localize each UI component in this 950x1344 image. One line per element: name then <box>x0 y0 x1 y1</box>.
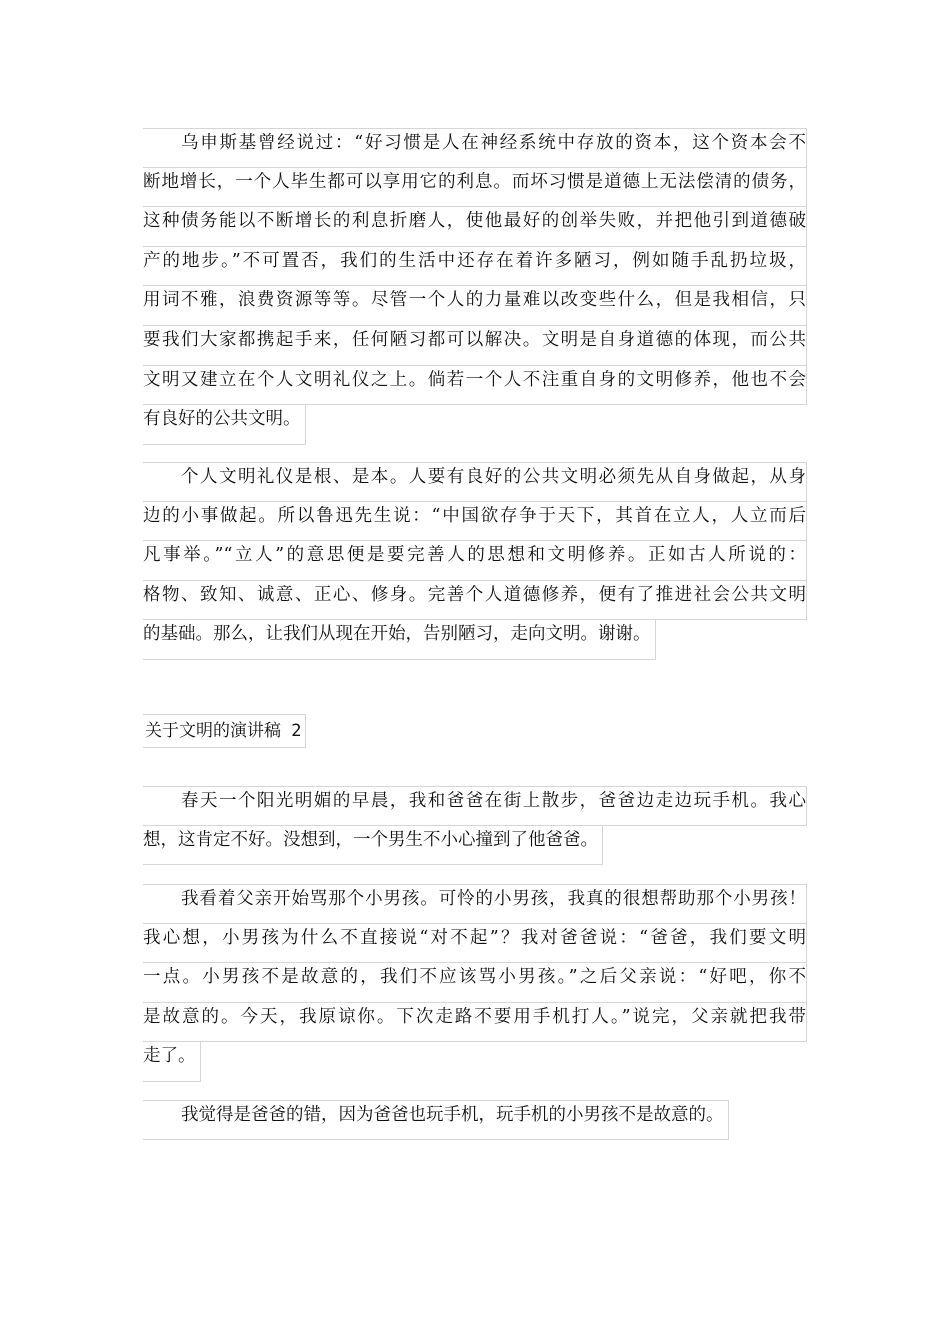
paragraph-line: 产的地步。”不可置否，我们的生活中还存在着许多陋习，例如随手乱扔垃圾， <box>143 247 807 287</box>
paragraph-line: 我看着父亲开始骂那个小男孩。可怜的小男孩，我真的很想帮助那个小男孩！ <box>143 884 807 924</box>
paragraph-line: 格物、致知、诚意、正心、修身。完善个人道德修养，便有了推进社会公共文明 <box>143 581 807 621</box>
paragraph-line: 我觉得是爸爸的错，因为爸爸也玩手机，玩手机的小男孩不是故意的。 <box>143 1100 729 1140</box>
paragraph-line: 要我们大家都携起手来，任何陋习都可以解决。文明是自身道德的体现，而公共 <box>143 326 807 366</box>
paragraph-line: 是故意的。今天，我原谅你。下次走路不要用手机打人。”说完，父亲就把我带 <box>143 1003 807 1043</box>
paragraph-3 <box>143 786 807 865</box>
section-heading: 关于文明的演讲稿 2 <box>143 714 306 748</box>
paragraph-line: 有良好的公共文明。 <box>143 405 306 445</box>
paragraph-line: 文明又建立在个人文明礼仪之上。倘若一个人不注重自身的文明修养，他也不会 <box>143 366 807 406</box>
paragraph-4 <box>143 884 807 1082</box>
paragraph-line: 走了。 <box>143 1042 201 1082</box>
paragraph-line: 乌申斯基曾经说过：“好习惯是人在神经系统中存放的资本，这个资本会不 <box>143 128 807 168</box>
paragraph-line: 用词不雅，浪费资源等等。尽管一个人的力量难以改变些什么，但是我相信，只 <box>143 286 807 326</box>
paragraph-line: 个人文明礼仪是根、是本。人要有良好的公共文明必须先从自身做起，从身 <box>143 462 807 502</box>
paragraph-line: 我心想，小男孩为什么不直接说“对不起”？我对爸爸说：“爸爸，我们要文明 <box>143 924 807 964</box>
paragraph-line: 想，这肯定不好。没想到，一个男生不小心撞到了他爸爸。 <box>143 826 603 866</box>
paragraph-line: 这种债务能以不断增长的利息折磨人，使他最好的创举失败，并把他引到道德破 <box>143 207 807 247</box>
paragraph-line: 春天一个阳光明媚的早晨，我和爸爸在街上散步，爸爸边走边玩手机。我心 <box>143 786 807 826</box>
paragraph-line: 一点。小男孩不是故意的，我们不应该骂小男孩。”之后父亲说：“好吧，你不 <box>143 963 807 1003</box>
paragraph-2 <box>143 462 807 660</box>
paragraph-line: 凡事举。”“立人”的意思便是要完善人的思想和文明修养。正如古人所说的： <box>143 541 807 581</box>
paragraph-1 <box>143 128 807 445</box>
paragraph-5 <box>143 1100 807 1140</box>
paragraph-line: 的基础。那么，让我们从现在开始，告别陋习，走向文明。谢谢。 <box>143 620 656 660</box>
paragraph-line: 边的小事做起。所以鲁迅先生说：“中国欲存争于天下，其首在立人，人立而后 <box>143 502 807 542</box>
paragraph-line: 断地增长，一个人毕生都可以享用它的利息。而坏习惯是道德上无法偿清的债务， <box>143 168 807 208</box>
